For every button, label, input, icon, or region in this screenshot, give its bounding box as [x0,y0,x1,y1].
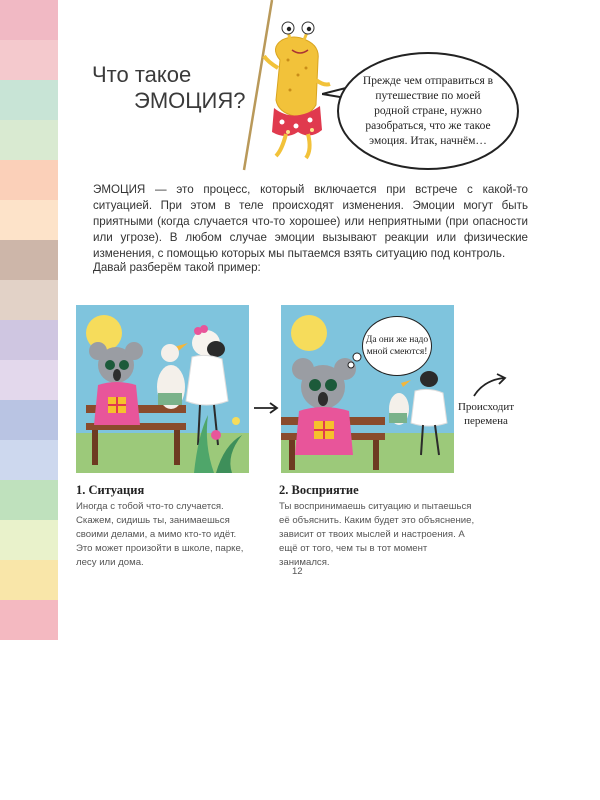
stripe [0,200,58,240]
decorative-stripes [0,0,58,601]
arrow-right-icon [252,400,280,416]
curved-arrow-icon [470,372,510,400]
stripe [0,40,58,80]
page-title [92,62,245,114]
title-line-2: ЭМОЦИЯ? [134,88,246,113]
step-1-heading: 1. Ситуация [76,483,145,497]
title-line-1: Что такое [92,62,192,87]
stripe [0,520,58,560]
stripe [0,480,58,520]
change-label: Происходит перемена [457,401,515,427]
stripe [0,80,58,120]
stripe [0,240,58,280]
step-2-heading: 2. Восприятие [279,483,359,497]
thought-bubble [362,316,432,376]
stripe [0,440,58,480]
example-label: Давай разберём такой пример: [93,261,261,274]
stripe [0,120,58,160]
illustration-panel-situation [76,305,249,473]
thought-bubble-text: Да они же надо мной смеются! [365,335,429,357]
page-number: 12 [292,566,303,577]
stripe [0,320,58,360]
stripe [0,360,58,400]
intro-paragraph: ЭМОЦИЯ — это процесс, который включается при встрече с какой-то ситуацией. При этом в теле происходят изменения. Эмоции могут быть приятными (когда случается что-то хорошее) или неприятными (при опасности или угрозе). В любом случае эмоции вызывают реакции или физические изменения, с помощью которых мы пытаемся взять ситуацию под контроль. [93,183,528,260]
step-2-text: Ты воспринимаешь ситуацию и пытаешься её объяснить. Каким будет это объяснение, зависит от твоих мыслей и настроения. А ещё от того, чем ты в тот момент занимался. [279,501,475,568]
speech-bubble [337,52,519,170]
step-1-text: Иногда с тобой что-то случается. Скажем, сидишь ты, занимаешься своими делами, а мимо кто-то идёт. Это может произойти в школе, парке, лесу или дома. [76,501,244,568]
stripe [0,280,58,320]
stripe [0,0,58,40]
stripe [0,560,58,600]
stripe [0,400,58,440]
stripe [0,600,58,640]
stripe [0,160,58,200]
speech-bubble-text: Прежде чем отправиться в путешествие по моей родной стране, нужно разобраться, что же такое эмоция. Итак, начнём… [362,74,494,147]
